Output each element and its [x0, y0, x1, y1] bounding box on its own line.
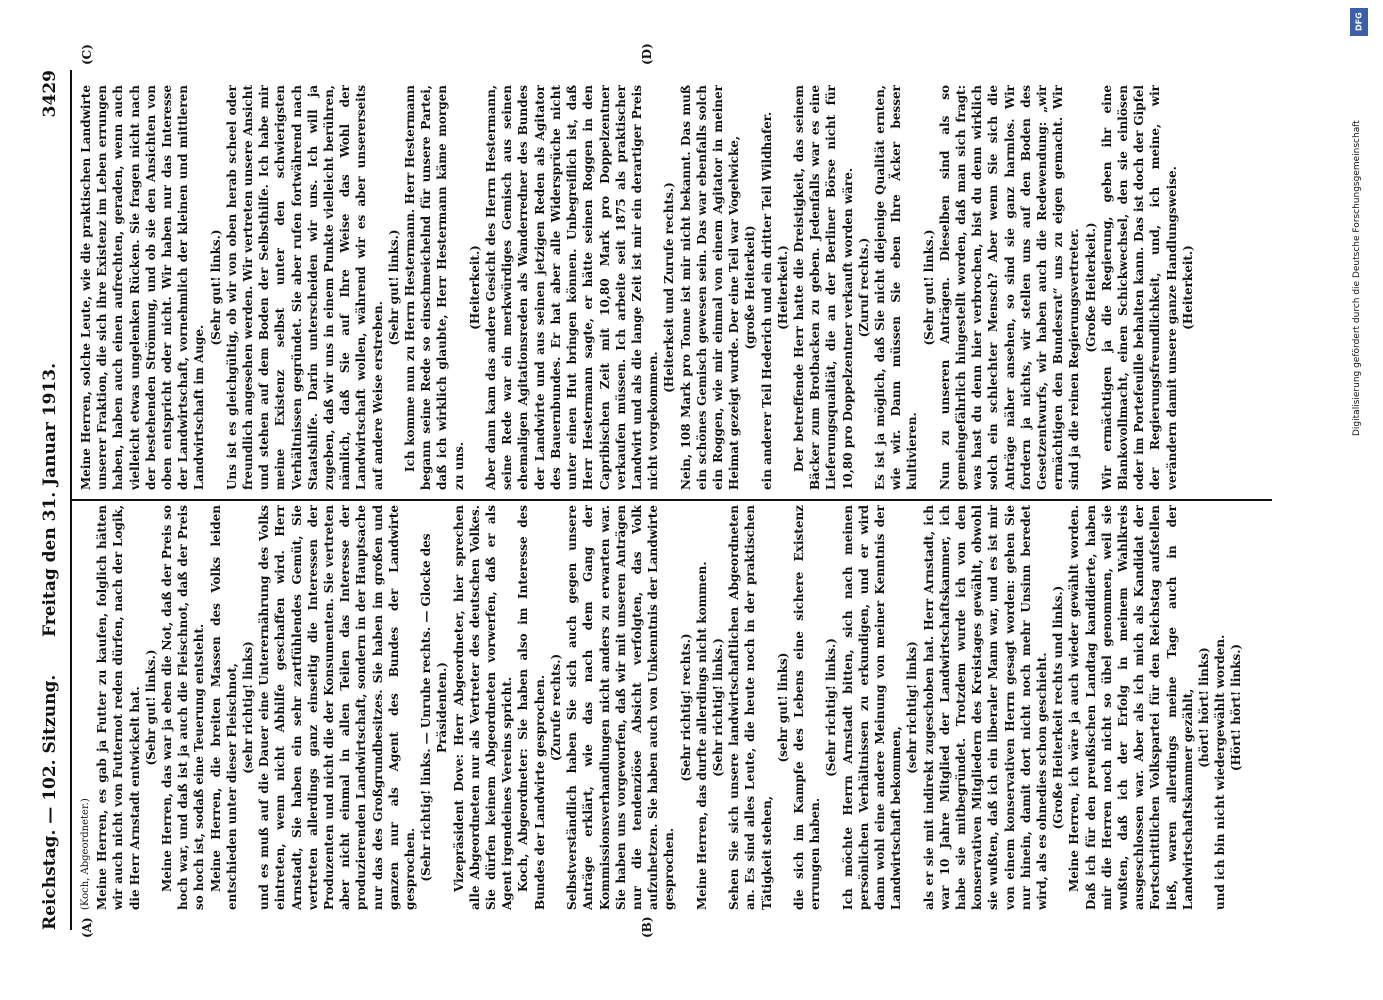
paragraph: Selbstverständlich haben Sie sich auch gegen unsere Anträge erklärt, wie das nach dem Gang der Kommissionsverhandlungen nicht anders zu erwarten war. Sie haben uns vorgeworfen, daß wir mit unseren Anträgen nur die tendenziöse Absicht verfolgten, das Volk aufzuhetzen. Sie haben auch von Unkenntnis der Landwirte gesprochen. — [565, 505, 677, 910]
interjection: (Zuruf rechts.) — [856, 237, 871, 338]
session-date: Freitag den 31. Januar 1913. — [40, 362, 60, 638]
interjection: (Heiterkeit.) — [467, 245, 482, 330]
paragraph: Der betreffende Herr hatte die Dreistigkeit, das seinem Bäcker zum Brotbacken zu geben. Jedenfalls war es eine Lieferungsqualität, die an der Berliner Börse nicht für 10,80 pro Doppelzentner verkauft worden wäre. — [791, 85, 855, 490]
interjection: (Sehr gut! links.) — [208, 229, 223, 346]
margin-mark-d: (D) — [640, 43, 654, 65]
interjection: (große Heiterkeit) — [743, 225, 758, 350]
paragraph: Uns ist es gleichgültig, ob wir von oben herab scheel oder freundlich angesehen werden. Wir vertreten unsere Ansicht und stehen auf dem Boden der Selbsthilfe. Ich habe mir meine Existenz selbst unter den schwierigsten Verhältnissen gegründet. Sie aber rufen fortwährend nach Staatshilfe. Darin unterscheiden wir uns. Ich will ja zugeben, daß wir uns in einem Punkte vielleicht berühren, nämlich, daß Sie auf Ihre Weise das Wohl der Landwirtschaft wollen, während wir es aber unsererseits auf andere Weise erstreben. — [224, 85, 385, 490]
interjection: (Sehr richtig! links.) — [710, 638, 725, 777]
interjection: (sehr richtig! links) — [241, 641, 256, 774]
paragraph: Nein, 108 Mark pro Tonne ist mir nicht bekannt. Das muß ein schönes Gemisch gewesen sein. Das war ebenfalls solch ein Roggen, wie mir einmal von einem Agitator in meiner Heimat gezeigt wurde. Der eine Teil war Vogelwicke, — [678, 85, 742, 490]
page-number: 3429 — [40, 70, 60, 118]
interjection: (Sehr richtig! links. — Unruhe rechts. — Glocke des Präsidenten.) — [419, 533, 450, 882]
interjection: (Sehr richtig! links.) — [824, 638, 839, 777]
page-header — [40, 70, 68, 930]
paragraph: ein anderer Teil Hederich und ein dritter Teil Wildhafer. — [759, 111, 774, 490]
paragraph: (Koch, Abgeordneter.) — [80, 798, 91, 910]
interjection: (hört! hört! links) — [1197, 647, 1212, 768]
paragraph: Meine Herren, es gab ja Futter zu kaufen, folglich hätten wir auch nicht von Futternot reden dürfen, nach der Logik, die Herr Arnstadt entwickelt hat. — [95, 505, 142, 910]
interjection: (Sehr gut! links.) — [143, 649, 158, 766]
paragraph: als er sie mit indirekt zugeschoben hat. Herr Arnstadt, ich war 10 Jahre Mitglied der Landwirtschaftskammer, ich habe sie mitbegründet. Trotzdem wurde ich von den konservativen Mitgliedern des Kreistages gewählt, obwohl sie wußten, daß ich ein liberaler Mann war, und es ist mir von einem konservativen Herrn gesagt worden: gehen Sie nur hinein, damit dort nicht noch mehr Unsinn beredet wird, als es ohnedies schon geschieht. — [921, 505, 1049, 910]
digitization-credit: Digitalisierung gefördert durch die Deutsche Forschungsgemeinschaft — [1352, 120, 1362, 436]
paragraph: Vizepräsident Dove: Herr Abgeordneter, hier sprechen alle Abgeordneten nur als Vertreter des deutschen Volkes. Sie dürfen keinem Abgeordneten vorwerfen, daß er als Agent irgendeines Vereins spricht. — [451, 505, 515, 910]
paragraph: Meine Herren, das durfte allerdings nicht kommen. — [694, 561, 709, 910]
interjection: (Sehr richtig! rechts.) — [678, 633, 693, 782]
paragraph: Meine Herren, das war ja eben die Not, daß der Preis so hoch war, und daß ist ja auch die Fleischnot, daß der Preis so hoch ist, sodaß eine Teuerung entsteht. — [160, 505, 207, 910]
paragraph: Nun zu unseren Anträgen. Dieselben sind als so gemeingefährlich hingestellt worden, daß man sich fragt: was hast du denn hier verbrochen, bist du denn wirklich solch ein schlechter Mensch? Aber wenn Sie sich die Anträge näher ansehen, so sind sie ganz harmlos. Wir fordern ja nichts, wir stellen uns auf den Boden des Gesetzentwurfs, wir haben auch die Redewendung: „wir ermächtigen den Bundesrat“ uns zu eigen gemacht. Wir sind ja die reinen Regierungsvertreter. — [937, 85, 1082, 490]
paragraph: Wir ermächtigen ja die Regierung, geben ihr eine Blankovollmacht, einen Schickwechsel, den sie einlösen oder im Portefeuille behalten kann. Das ist doch der Gipfel der Regierungsfreundlichkeit, und, ich meine, wir verändern damit unsere ganze Handlungsweise. — [1099, 85, 1179, 490]
interjection: (Zurufe rechts.) — [548, 653, 563, 762]
interjection: (Sehr gut! links.) — [386, 229, 401, 346]
paragraph: Meine Herren, die breiten Massen des Volks leiden entschieden unter dieser Fleischnot, — [208, 505, 239, 910]
paragraph: Koch, Abgeordneter: Sie haben also im Interesse des Bundes der Landwirte gesprochen. — [516, 505, 547, 910]
interjection: (Hört! hört! links.) — [1229, 643, 1244, 772]
dfg-logo: DFG — [1350, 8, 1368, 36]
paragraph: und ich bin nicht wiedergewählt worden. — [1213, 634, 1228, 910]
interjection: (Heiterkeit.) — [1180, 245, 1195, 330]
interjection: (Große Heiterkeit.) — [1083, 222, 1098, 353]
interjection: (Große Heiterkeit rechts und links.) — [1051, 585, 1066, 830]
interjection: (sehr richtig! links) — [905, 641, 920, 774]
margin-mark-b: (B) — [640, 916, 654, 938]
paragraph: die sich im Kampfe des Lebens eine sichere Existenz errungen haben. — [791, 505, 823, 910]
paragraph: Meine Herren, solche Leute, wie die praktischen Landwirte unserer Fraktion, die sich ihre Existenz im Leben errungen haben, haben auch einen aufrechten, geraden, wenn auch vielleicht etwas ungelenken Rücken. Sie fragen nicht nach der bestehenden Strömung, und ob sie den Ansichten von oben entspricht oder nicht. Wir haben nur das Interesse der Landwirtschaft, vornehmlich der kleinen und mittleren Landwirtschaft im Auge. — [79, 85, 207, 490]
column-rule — [72, 499, 1272, 501]
paragraph: und es muß auf die Dauer eine Unterernährung des Volks eintreten, wenn nicht Abhilfe geschaffen wird. Herr Arnstadt, Sie haben ein sehr zartfühlendes Gemüt, Sie vertreten allerdings ganz einseitig die Interessen der Produzenten und nicht die der Konsumenten. Sie vertreten aber nicht einmal in allen Teilen das Interesse der produzierenden Landwirtschaft, sondern in der Hauptsache nur das des Großgrundbesitzes. Sie haben im großen und ganzen nur als Agent des Bundes der Landwirte gesprochen. — [257, 505, 418, 910]
left-text-column — [78, 505, 1268, 910]
paragraph: Meine Herren, ich wäre ja auch wieder gewählt worden. Daß ich für den preußischen Landtag kandidierte, haben mir die Herren noch nicht so übel genommen, weil sie wußten, daß ich der Erfolg in meinem Wahlkreis ausgeschlossen war. Aber als ich mich als Kandidat der Fortschrittlichen Volkspartei für den Reichstag aufstellen ließ, waren allerdings meine Tage auch in der Landwirtschaftskammer gezählt, — [1067, 505, 1195, 910]
paragraph: Ich möchte Herrn Arnstadt bitten, sich nach meinen persönlichen Verhältnissen zu erkundigen, und er wird dann wohl eine andere Meinung von meiner Kenntnis der Landwirtschaft bekommen, — [840, 505, 904, 910]
interjection: (sehr gut! links) — [775, 652, 790, 763]
paragraph: Aber dann kam das andere Gesicht des Herrn Hestermann, seine Rede war ein merkwürdiges Gemisch aus seinen ehemaligen Agitationsreden als Wanderredner des Bundes der Landwirte und aus seinen jetzigen Reden als Agitator des Bauernbundes. Er hat aber alle Widersprüche nicht unter einen Hut bringen können. Unbegreiflich ist, daß Herr Hestermann sagte, er hätte seinen Roggen in den Capribischen Zeit mit 10,80 Mark pro Doppelzentner verkaufen müssen. Ich arbeite seit 1875 als praktischer Landwirt und als die lange Zeit ist mir ein derartiger Preis nicht vorgekommen. — [484, 85, 661, 490]
margin-mark-a: (A) — [80, 917, 94, 938]
margin-mark-c: (C) — [80, 44, 94, 65]
paragraph: Sehen Sie sich unsere landwirtschaftlichen Abgeordneten an. Es sind alles Leute, die heute noch in der praktischen Tätigkeit stehen, — [727, 505, 774, 910]
interjection: (Heiterkeit.) — [775, 245, 790, 330]
right-text-column — [78, 85, 1268, 490]
paragraph: Ich komme nun zu Herrn Hestermann. Herr Hestermann begann seine Rede so einschmeichelnd für unsere Partei, daß ich wirklich glaubte, Herr Hestermann käme morgen zu uns. — [403, 85, 466, 490]
session-title: Reichstag. — 102. Sitzung. — [40, 674, 60, 930]
interjection: (Heiterkeit und Zurufe rechts.) — [662, 182, 677, 393]
interjection: (Sehr gut! links.) — [921, 229, 936, 346]
paragraph: Es ist ja möglich, daß Sie nicht diejenige Qualität ernten, wie wir. Dann müssen Sie eben Ihre Äcker besser kultivieren. — [872, 85, 920, 490]
